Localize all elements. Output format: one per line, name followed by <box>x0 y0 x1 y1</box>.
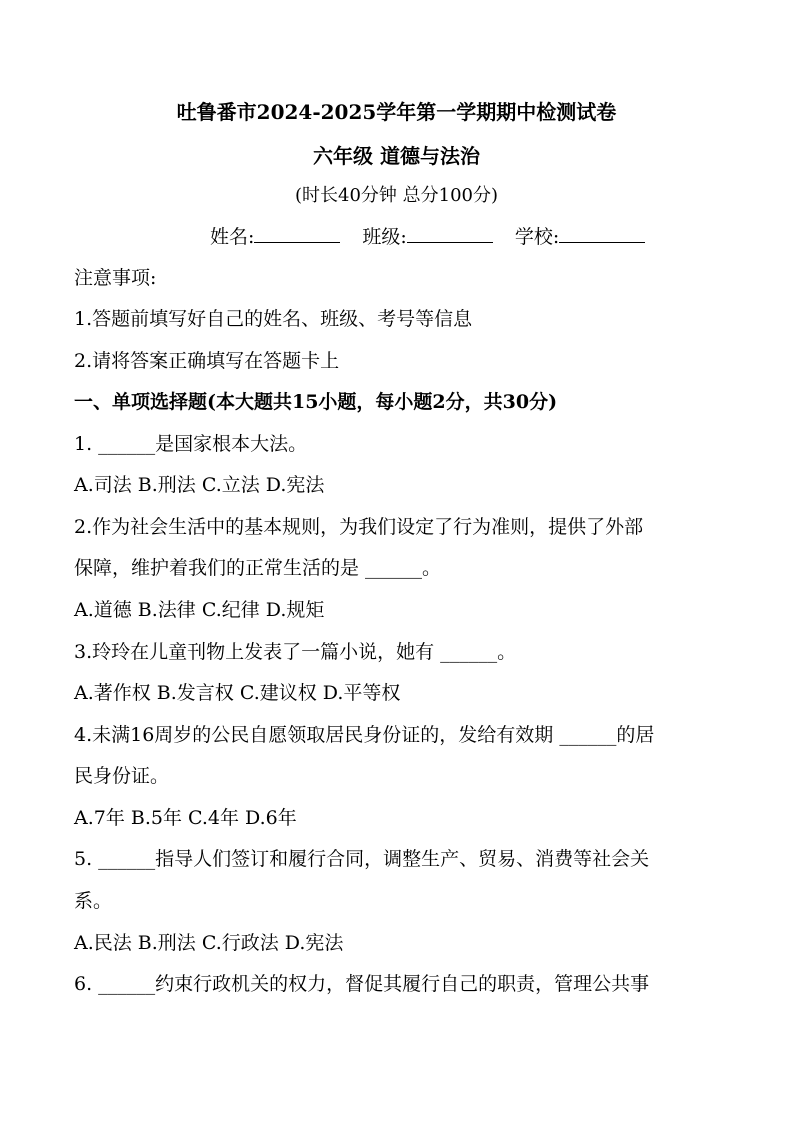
name-blank <box>254 224 340 243</box>
question-options: A.7年 B.5年 C.4年 D.6年 <box>74 807 297 829</box>
school-blank <box>559 224 645 243</box>
class-blank <box>407 224 493 243</box>
school-label: 学校: <box>514 226 560 248</box>
exam-title: 吐鲁番市2024-2025学年第一学期期中检测试卷 <box>176 100 617 124</box>
question-options: A.道德 B.法律 C.纪律 D.规矩 <box>74 599 325 621</box>
name-label: 姓名: <box>210 226 255 248</box>
class-field <box>362 224 492 250</box>
class-label: 班级: <box>362 226 407 248</box>
question-stem: 保障，维护着我们的正常生活的是 ______。 <box>74 557 442 579</box>
question-options: A.民法 B.刑法 C.行政法 D.宪法 <box>74 932 344 954</box>
question-options: A.著作权 B.发言权 C.建议权 D.平等权 <box>74 682 401 704</box>
question-stem: 3.玲玲在儿童刊物上发表了一篇小说，她有 ______。 <box>74 641 517 663</box>
exam-subtitle: 六年级 道德与法治 <box>313 144 480 168</box>
question-stem: 6. ______约束行政机关的权力，督促其履行自己的职责，管理公共事 <box>74 973 650 995</box>
name-field <box>210 224 340 250</box>
school-field <box>515 224 645 250</box>
note-item: 1.答题前填写好自己的姓名、班级、考号等信息 <box>74 308 473 330</box>
notes-heading: 注意事项: <box>74 267 157 289</box>
exam-duration: (时长40分钟 总分100分) <box>294 185 499 206</box>
question-stem: 系。 <box>74 890 113 912</box>
question-stem: 1. ______是国家根本大法。 <box>74 433 308 455</box>
question-stem: 民身份证。 <box>74 765 170 787</box>
question-options: A.司法 B.刑法 C.立法 D.宪法 <box>74 474 325 496</box>
question-stem: 4.未满16周岁的公民自愿领取居民身份证的，发给有效期 ______的居 <box>74 724 655 746</box>
student-info-row <box>210 224 645 250</box>
question-stem: 2.作为社会生活中的基本规则，为我们设定了行为准则，提供了外部 <box>74 516 644 538</box>
note-item: 2.请将答案正确填写在答题卡上 <box>74 350 340 372</box>
question-stem: 5. ______指导人们签订和履行合同，调整生产、贸易、消费等社会关 <box>74 848 650 870</box>
section-heading: 一、单项选择题(本大题共15小题，每小题2分，共30分) <box>74 391 558 413</box>
